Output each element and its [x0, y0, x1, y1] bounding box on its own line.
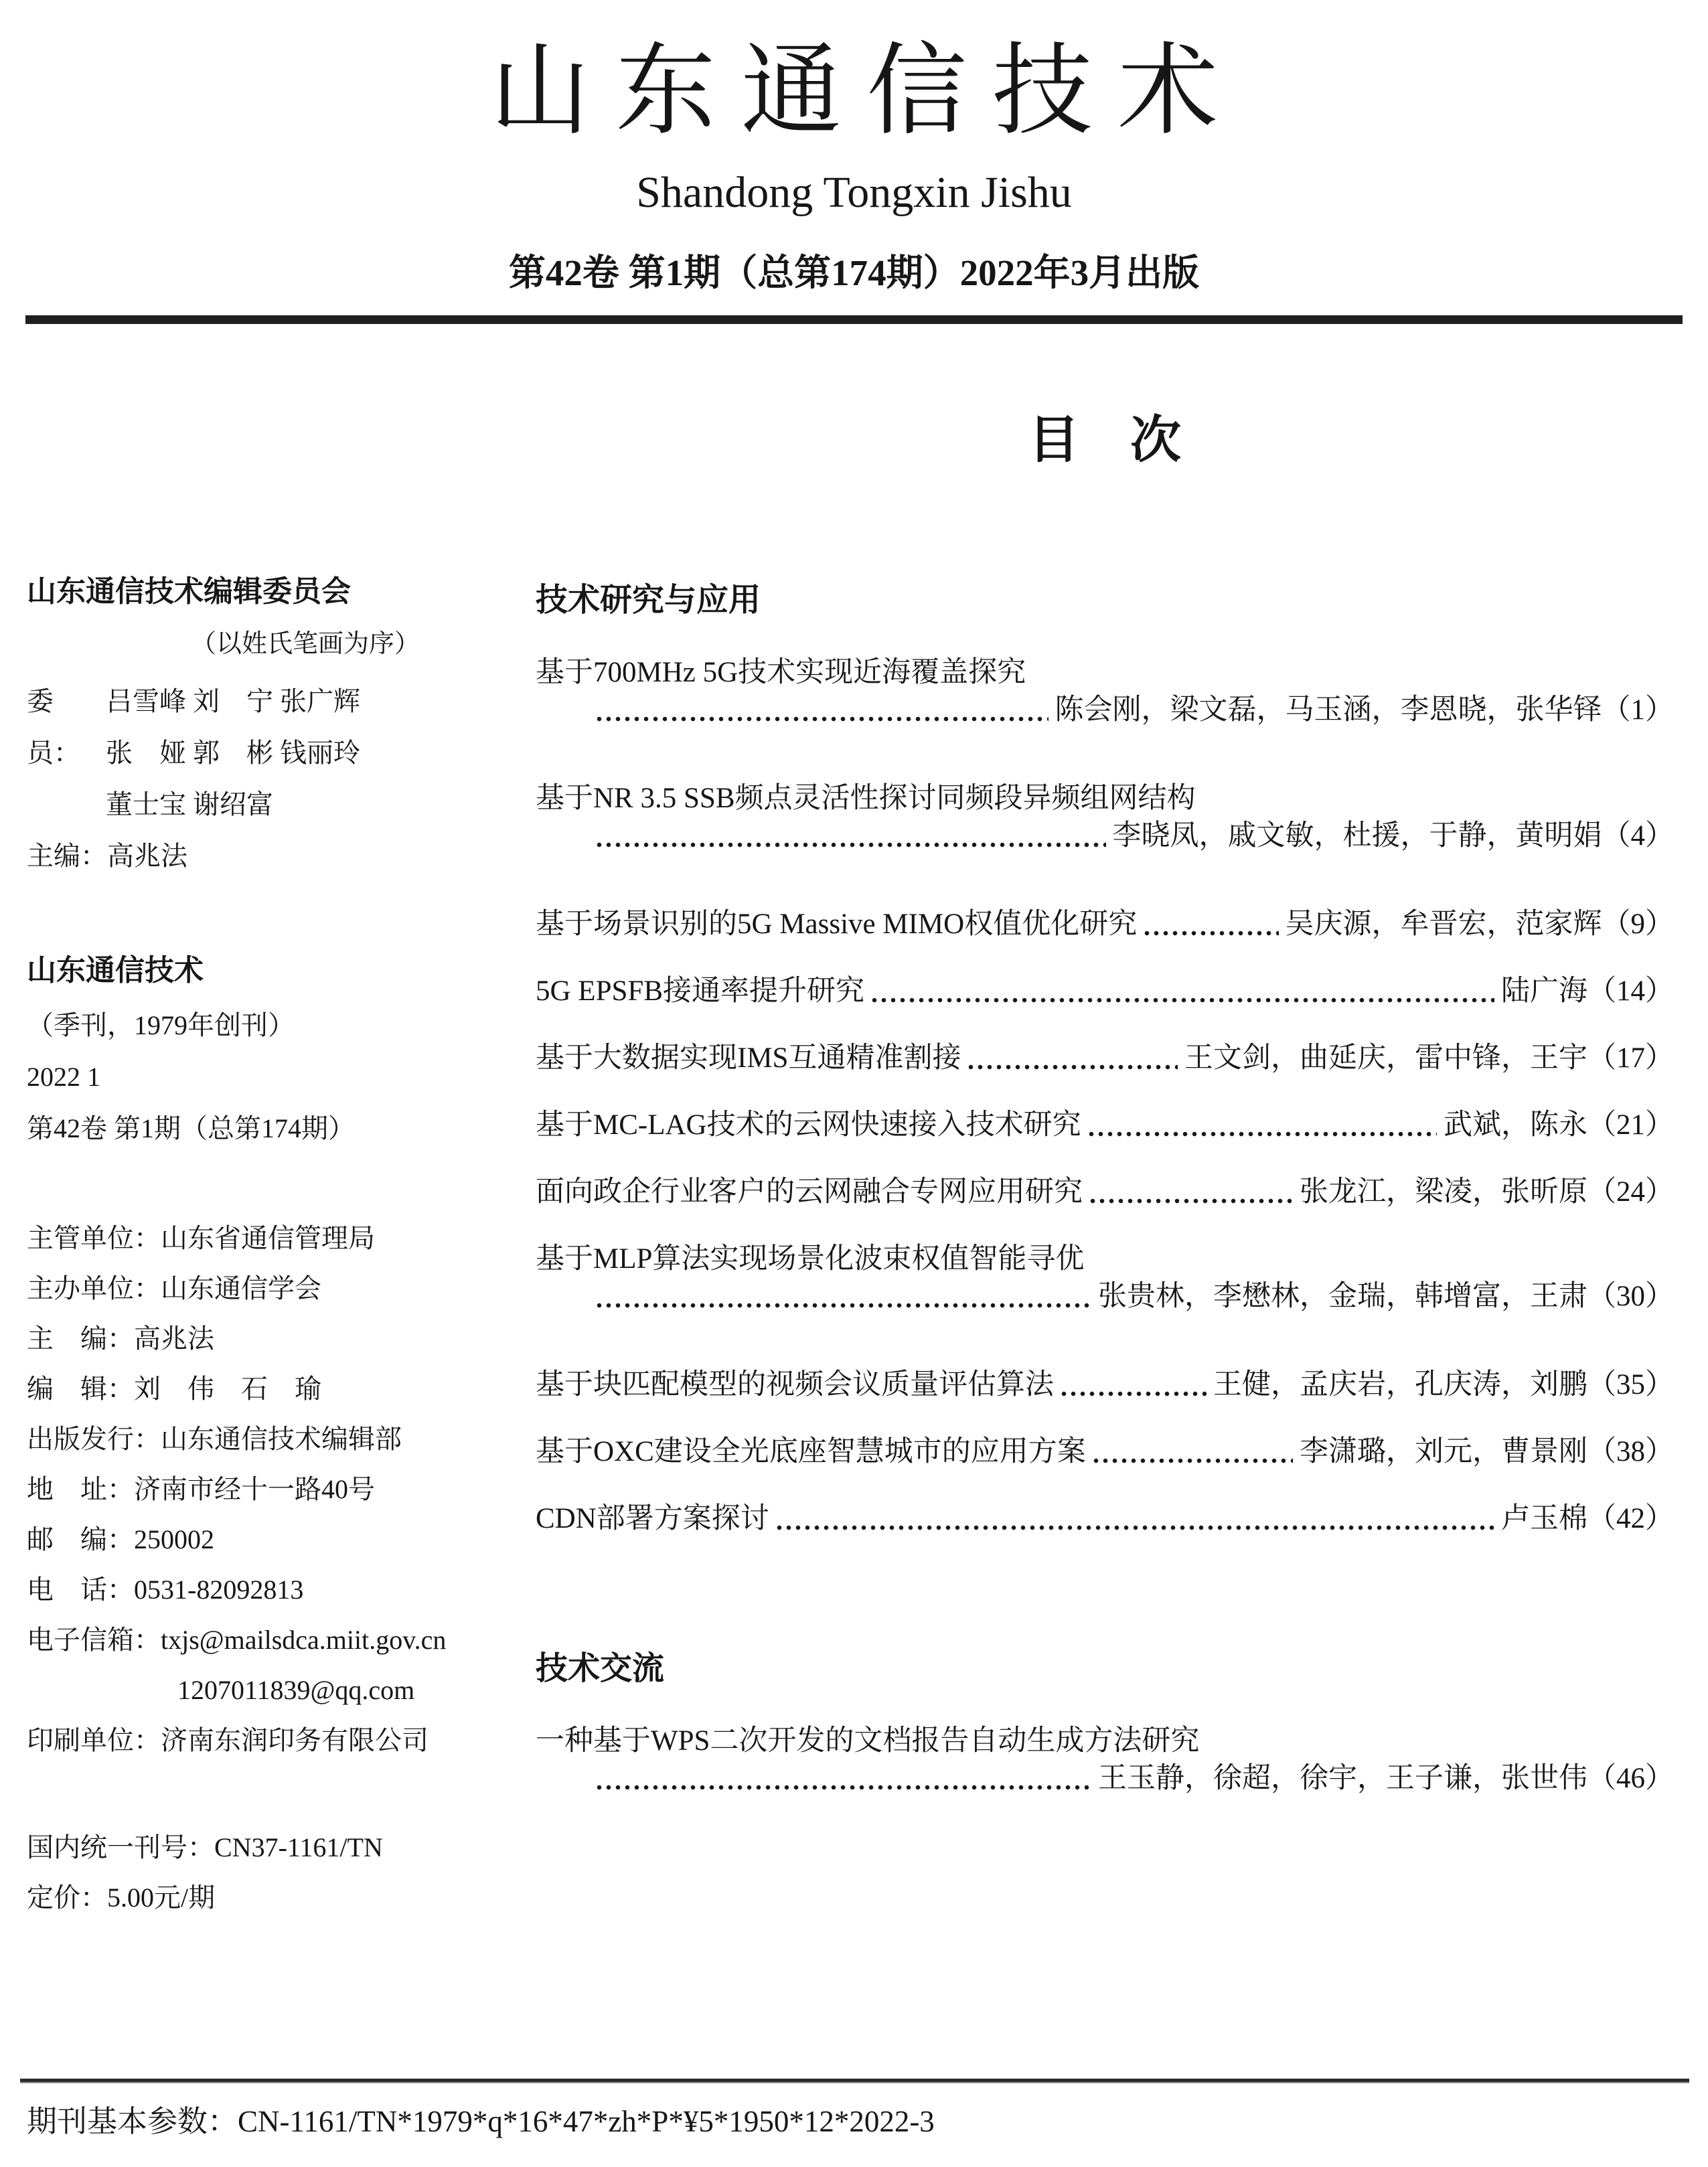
toc-entry-line [536, 1040, 1674, 1077]
toc-entry-authors: 卢玉棉 [1501, 1503, 1587, 1534]
toc-dot-leader [1144, 929, 1278, 937]
committee-chief-editor: 主编：高兆法 [27, 841, 187, 871]
toc-entry [536, 1722, 1674, 1797]
toc-entry-line [536, 1500, 1674, 1538]
committee-member-rows [106, 675, 495, 830]
toc-entry-authors-line [536, 692, 1674, 729]
publish-line: 电 话：0531-82092813 [27, 1575, 304, 1605]
journal-parameters-line: 期刊基本参数：CN-1161/TN*1979*q*16*47*zh*P*¥5*1950*12*2022-3 [27, 2105, 935, 2138]
publish-line: 地 址：济南市经十一路40号 [27, 1474, 375, 1504]
toc-section [536, 1650, 1674, 1797]
publish-lines [27, 1213, 495, 1765]
committee-sort-note: （以姓氏笔画为序） [191, 630, 420, 658]
toc-entry-authors: 王健，孟庆岩，孔庆涛，刘鹏 [1213, 1369, 1587, 1400]
publishing-info-block [27, 1213, 495, 1765]
toc-entry-line [536, 973, 1674, 1010]
toc-entry [536, 1107, 1674, 1144]
toc-entry-line [536, 1366, 1674, 1404]
toc-entry-authors-line [536, 1278, 1674, 1315]
journal-founding-note: （季刊，1979年创刊） [27, 1010, 295, 1040]
toc-column [536, 412, 1674, 1797]
toc-entry [536, 1174, 1674, 1211]
toc-entry-page: （42） [1587, 1503, 1674, 1534]
toc-entry [536, 973, 1674, 1010]
toc-dot-leader [1061, 1389, 1207, 1398]
publish-line: 主办单位：山东通信学会 [27, 1273, 321, 1303]
publish-line: 出版发行：山东通信技术编辑部 [27, 1424, 402, 1454]
page-footer [0, 2079, 1708, 2140]
toc-entry [536, 1433, 1674, 1471]
toc-dot-leader [967, 1062, 1178, 1071]
toc-entry-authors: 武斌，陈永 [1444, 1109, 1587, 1141]
toc-entry-title: 5G EPSFB接通率提升研究 [536, 975, 864, 1007]
toc-dot-leader [1088, 1129, 1437, 1138]
committee-member-row: 张 娅 郭 彬 钱丽玲 [106, 738, 360, 768]
journal-title-cn: 山东通信技术 [489, 36, 1243, 147]
toc-entry-page: （35） [1587, 1369, 1674, 1400]
toc-entry-authors: 张贵林，李懋林，金瑞，韩增富，王肃 [1098, 1281, 1587, 1312]
header-rule [25, 315, 1683, 324]
toc-dot-leader [596, 1783, 1091, 1791]
issn-line: 国内统一刊号：CN37-1161/TN [27, 1832, 383, 1862]
toc-entry-page: （4） [1602, 820, 1674, 852]
toc-entry-page: （38） [1587, 1436, 1674, 1467]
toc-entry-title: 基于MC-LAG技术的云网快速接入技术研究 [536, 1109, 1081, 1141]
toc-entry-page: （46） [1587, 1763, 1674, 1794]
footer-rule [20, 2079, 1689, 2083]
committee-member-row: 董士宝 谢绍富 [106, 789, 273, 819]
toc-entry-line [536, 1174, 1674, 1211]
toc-entry-title: 面向政企行业客户的云网融合专网应用研究 [536, 1176, 1083, 1208]
toc-entry-page: （21） [1587, 1109, 1674, 1141]
publish-line: 编 辑：刘 伟 石 瑜 [27, 1374, 321, 1404]
toc-entry-authors: 陆广海 [1501, 975, 1587, 1007]
publish-line: 印刷单位：济南东润印务有限公司 [27, 1725, 429, 1755]
toc-entry-authors-line [536, 1760, 1674, 1797]
toc-section-heading: 技术研究与应用 [536, 582, 761, 618]
committee-heading: 山东通信技术编辑委员会 [27, 575, 351, 608]
journal-volume-line: 第42卷 第1期（总第174期） [27, 1113, 355, 1143]
toc-entry [536, 1366, 1674, 1404]
toc-dot-leader [596, 714, 1049, 723]
toc-entry-title: 基于NR 3.5 SSB频点灵活性探讨同频段异频组网结构 [536, 783, 1196, 814]
publish-line: 主 编：高兆法 [27, 1323, 214, 1354]
toc-entry-title: 基于块匹配模型的视频会议质量评估算法 [536, 1369, 1054, 1400]
toc-entry-authors: 陈会刚，梁文磊，马玉涵，李恩晓，张华铎 [1055, 694, 1602, 726]
toc-sections [536, 582, 1674, 1797]
toc-entry-title: 基于700MHz 5G技术实现近海覆盖探究 [536, 657, 1026, 688]
toc-entry [536, 906, 1674, 943]
toc-dot-leader [596, 1301, 1091, 1309]
publish-line: 主管单位：山东省通信管理局 [27, 1223, 375, 1253]
toc-entry-authors: 王文剑，曲延庆，雷中锋，王宇 [1184, 1042, 1587, 1074]
toc-entry-authors: 李潇璐，刘元，曹景刚 [1300, 1436, 1587, 1467]
toc-entry-authors: 张龙江，梁凌，张昕原 [1300, 1176, 1587, 1208]
publish-line: 1207011839@qq.com [177, 1675, 415, 1705]
page-header [0, 0, 1708, 324]
toc-dot-leader [871, 995, 1494, 1004]
toc-entry-authors: 王玉静，徐超，徐宇，王子谦，张世伟 [1098, 1763, 1587, 1794]
toc-title: 目 次 [1028, 412, 1181, 469]
toc-entry-title: 基于MLP算法实现场景化波束权值智能寻优 [536, 1243, 1085, 1275]
committee-members [27, 675, 495, 830]
toc-dot-leader [596, 840, 1106, 849]
toc-entry-line [536, 1433, 1674, 1471]
toc-entry [536, 780, 1674, 855]
toc-section [536, 582, 1674, 1538]
journal-info-block [27, 951, 495, 1154]
toc-entry-title: CDN部署方案探讨 [536, 1503, 769, 1534]
toc-dot-leader [776, 1523, 1494, 1532]
toc-entry-title: 一种基于WPS二次开发的文档报告自动生成方法研究 [536, 1725, 1200, 1757]
issue-info-line: 第42卷 第1期（总第174期）2022年3月出版 [508, 252, 1200, 293]
publish-line: 电子信箱：txjs@mailsdca.miit.gov.cn [27, 1625, 447, 1655]
price-line: 定价：5.00元/期 [27, 1882, 216, 1913]
toc-entry-page: （9） [1602, 908, 1674, 940]
toc-entry-authors: 吴庆源，牟晋宏，范家辉 [1285, 908, 1602, 940]
publish-line: 邮 编：250002 [27, 1524, 214, 1554]
toc-section-heading: 技术交流 [536, 1651, 665, 1686]
toc-entry [536, 654, 1674, 729]
toc-entry-title: 基于大数据实现IMS互通精准割接 [536, 1042, 961, 1074]
toc-entry-page: （1） [1602, 694, 1674, 726]
toc-entry-authors-line [536, 817, 1674, 855]
journal-title-pinyin: Shandong Tongxin Jishu [636, 168, 1072, 217]
toc-entry-page: （17） [1587, 1042, 1674, 1074]
toc-dot-leader [1093, 1456, 1293, 1465]
left-info-column [27, 572, 495, 1923]
toc-entry-authors: 李晓凤，戚文敏，杜援，于静，黄明娟 [1112, 820, 1602, 852]
toc-entry-page: （30） [1587, 1281, 1674, 1312]
toc-entry-title: 基于场景识别的5G Massive MIMO权值优化研究 [536, 908, 1138, 940]
issn-price-block [27, 1822, 495, 1923]
journal-name: 山东通信技术 [27, 954, 204, 987]
toc-entry [536, 1500, 1674, 1538]
toc-entry-line [536, 906, 1674, 943]
toc-entry [536, 1040, 1674, 1077]
toc-entry [536, 1240, 1674, 1315]
committee-member-row: 吕雪峰 刘 宁 张广辉 [106, 686, 360, 716]
committee-members-label: 委员： [27, 686, 80, 768]
toc-entry-title: 基于OXC建设全光底座智慧城市的应用方案 [536, 1436, 1086, 1467]
toc-entry-page: （24） [1587, 1176, 1674, 1208]
toc-dot-leader [1089, 1196, 1293, 1205]
journal-year-issue: 2022 1 [27, 1062, 100, 1092]
toc-entry-line [536, 1107, 1674, 1144]
toc-entry-page: （14） [1587, 975, 1674, 1007]
